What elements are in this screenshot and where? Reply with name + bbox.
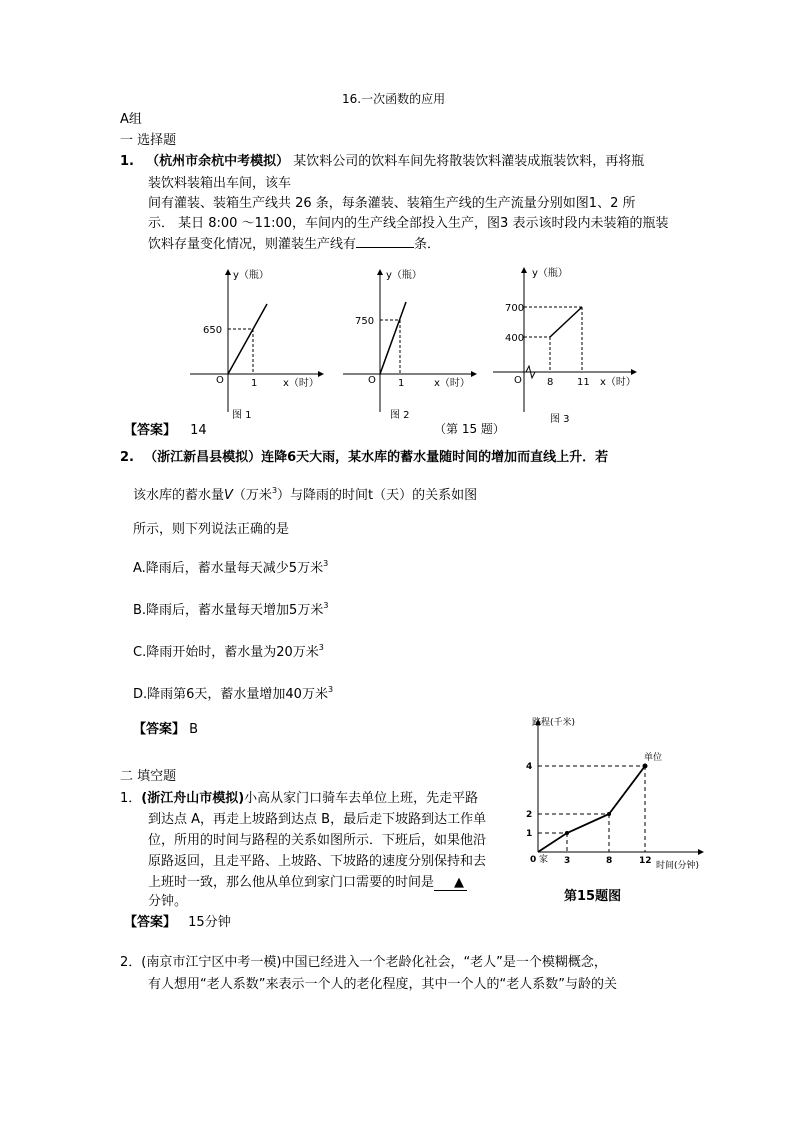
f1-text-line5: 上班时一致，那么他从单位到家门口需要的时间是 <box>148 875 435 890</box>
q2-option-c-exp: 3 <box>318 643 324 652</box>
q2-source: （浙江新昌县模拟） <box>144 450 262 465</box>
q2-text-line3: 所示，则下列说法正确的是 <box>133 522 290 537</box>
fig2-xlabel: x（时） <box>434 378 470 389</box>
q1-number: 1. <box>120 154 134 169</box>
fig3-x1: 8 <box>547 377 554 388</box>
q1-figure-1 <box>185 262 330 422</box>
graph-xlabel: 时间(分钟) <box>656 861 700 871</box>
fig3-x2: 11 <box>577 377 590 388</box>
q1-text-line5 <box>148 233 440 252</box>
graph-point-a <box>565 831 569 835</box>
fig3-line <box>550 307 582 337</box>
fig3-xlabel: x（时） <box>600 377 636 388</box>
q2-answer-label: 【答案】 <box>133 722 186 737</box>
fig2-yval: 750 <box>355 316 375 327</box>
fig3-origin: O <box>514 375 522 386</box>
graph-ylabel: 路程(千米) <box>532 718 576 728</box>
f1-text-line6: 分钟。 <box>148 894 188 909</box>
f1-line1 <box>120 787 478 806</box>
graph-ytick-1: 1 <box>526 829 533 839</box>
f2-line1 <box>120 951 607 970</box>
q2-text-line2b: （万米 <box>232 488 272 503</box>
q1-answer <box>124 419 207 438</box>
q2-option-d-exp: 3 <box>327 685 334 694</box>
f1-number: 1． <box>120 791 142 806</box>
graph-end-label: 单位 <box>644 753 663 763</box>
q2-option-c <box>133 641 324 660</box>
fig2-ylabel: y（瓶） <box>386 270 422 281</box>
fig1-ylabel: y（瓶） <box>233 270 269 281</box>
q1-answer-value: 14 <box>190 423 207 438</box>
fig2-caption: 图 2 <box>390 410 410 421</box>
q1-text-line4: 示． 某日 8:00 ～11:00，车间内的生产线全部投入生产，图3 表示该时段内未装箱的瓶装 <box>148 216 669 231</box>
q1-text-line2: 装饮料装箱出车间，该车 <box>148 176 292 191</box>
fig3-yval-top: 700 <box>505 303 525 314</box>
f2-number: 2． <box>120 955 142 970</box>
f1-text-line1: 小高从家门口骑车去单位上班，先走平路 <box>244 791 479 806</box>
q1-text-line5b: 条． <box>414 237 441 252</box>
answer-blank <box>356 235 414 248</box>
q2-option-b <box>133 599 328 618</box>
q2-number: 2. <box>120 450 134 465</box>
q1-text-line3: 间有灌装、装箱生产线共 26 条，每条灌装、装箱生产线的生产流量分别如图1、2 所 <box>148 196 636 211</box>
graph-ytick-4: 4 <box>526 762 533 772</box>
fig1-yval: 650 <box>203 325 223 336</box>
q2-line2 <box>133 484 477 503</box>
f1-text-line4: 原路返回，且走平路、上坡路、下坡路的速度分别保持和去 <box>148 854 487 869</box>
f2-text-line1: 中国已经进入一个老龄化社会，“老人”是一个模糊概念， <box>281 955 607 970</box>
graph-ytick-2: 2 <box>526 810 533 820</box>
fig1-xlabel: x（时） <box>283 378 319 389</box>
graph-path <box>538 766 645 852</box>
f1-line5 <box>148 871 467 891</box>
f2-source: (南京市江宁区中考一模) <box>141 955 282 970</box>
f1-answer-value: 15分钟 <box>188 915 231 930</box>
page-title: 16.一次函数的应用 <box>342 92 446 106</box>
f1-answer-label: 【答案】 <box>124 915 177 930</box>
graph-xtick-12: 12 <box>639 856 652 866</box>
fig1-caption: 图 1 <box>232 410 252 421</box>
q2-option-b-exp: 3 <box>323 601 329 610</box>
q2-text-line1: 连降6天大雨，某水库的蓄水量随时间的增加而直线上升．若 <box>261 450 609 465</box>
q2-answer <box>133 718 198 737</box>
q1-text-line5a: 饮料存量变化情况，则灌装生产线有 <box>148 237 357 252</box>
f1-text-line2: 到达点 A，再走上坡路到达点 B，最后走下坡路到达工作单 <box>148 812 487 827</box>
q2-option-d-text: D.降雨第6天，蓄水量增加40万米 <box>133 687 328 702</box>
fig1-origin: O <box>216 375 224 386</box>
section-fill-heading: 二 填空题 <box>120 769 177 784</box>
graph-origin: 0 <box>530 855 537 865</box>
fig3-caption: 图 3 <box>550 414 570 425</box>
f1-answer <box>124 911 231 930</box>
q2-option-c-text: C.降雨开始时，蓄水量为20万米 <box>133 645 319 660</box>
q1-answer-label: 【答案】 <box>124 423 177 438</box>
q2-option-a <box>133 557 328 576</box>
q2-line1 <box>120 446 608 465</box>
q1-figure-caption: （第 15 题） <box>434 422 505 436</box>
q2-exponent: 3 <box>271 486 278 495</box>
q1-figure-3 <box>488 262 643 427</box>
graph-point-end <box>643 764 648 769</box>
q2-text-line2a: 该水库的蓄水量 <box>133 488 225 503</box>
fig2-line <box>380 302 406 374</box>
graph-xtick-3: 3 <box>564 856 571 866</box>
q2-variable-v: V <box>224 488 233 503</box>
f1-text-line3: 位，所用的时间与路程的关系如图所示．下班后，如果他沿 <box>148 833 487 848</box>
f1-source: (浙江舟山市模拟) <box>141 791 245 806</box>
fig2-origin: O <box>368 375 376 386</box>
f1-answer-mark: ▲ <box>434 875 467 891</box>
f2-text-line2: 有人想用“老人系数”来表示一个人的老化程度，其中一个人的“老人系数”与龄的关 <box>148 977 617 992</box>
f1-distance-time-graph <box>508 700 708 910</box>
fig3-yval-mid: 400 <box>505 333 525 344</box>
fig1-xval: 1 <box>251 378 258 389</box>
q2-answer-value: B <box>189 722 199 737</box>
graph-point-b <box>607 812 611 816</box>
q1-line1 <box>120 150 644 169</box>
fig2-xval: 1 <box>398 378 405 389</box>
graph-xtick-8: 8 <box>606 856 613 866</box>
section-choice-heading: 一 选择题 <box>120 133 177 148</box>
q2-text-line2c: ）与降雨的时间t（天）的关系如图 <box>277 488 478 503</box>
graph-caption: 第15题图 <box>564 889 622 904</box>
q2-option-a-exp: 3 <box>323 559 329 568</box>
q2-option-a-text: A.降雨后，蓄水量每天减少5万米 <box>133 561 324 576</box>
graph-home-label: 家 <box>539 855 549 865</box>
q1-figure-2 <box>338 262 483 422</box>
fig1-line <box>228 304 267 374</box>
q2-option-d <box>133 683 333 702</box>
group-label: A组 <box>120 112 142 127</box>
fig3-ylabel: y（瓶） <box>532 268 568 279</box>
q1-text-line1: 某饮料公司的饮料车间先将散装饮料灌装成瓶装饮料，再将瓶 <box>293 154 645 169</box>
q2-option-b-text: B.降雨后，蓄水量每天增加5万米 <box>133 603 324 618</box>
q1-source: （杭州市余杭中考模拟） <box>146 154 290 169</box>
